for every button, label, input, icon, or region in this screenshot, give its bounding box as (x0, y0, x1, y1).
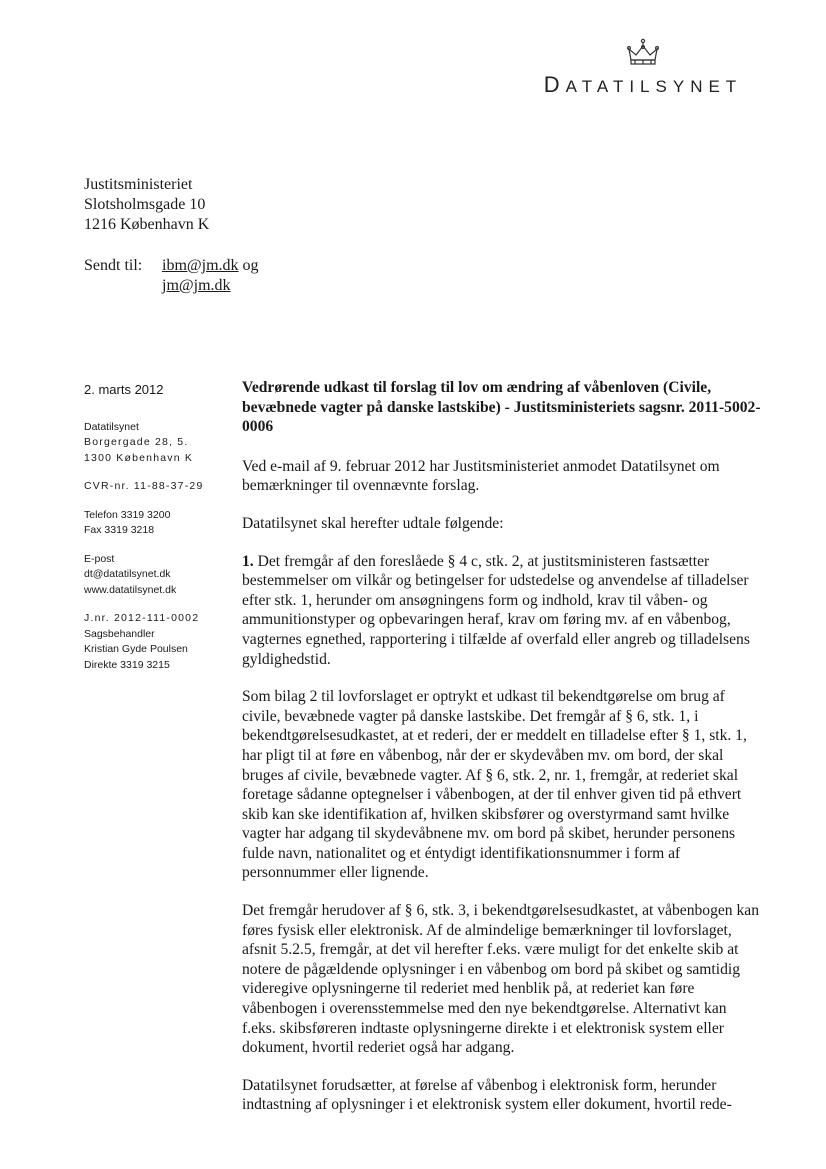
case-handler-direct: Direkte 3319 3215 (84, 658, 170, 671)
section-number: 1. (242, 552, 254, 570)
paragraph-6: Datatilsynet forudsætter, at førelse af våbenbog i elektronisk form, herunder indtastning af oplysninger i et elektronisk system eller dokument, hvortil rede- (242, 1076, 732, 1114)
logo-wordmark: DATATILSYNET (543, 72, 743, 97)
sent-to-joiner: og (238, 257, 259, 274)
sender-street: Borgergade 28, 5. (84, 436, 189, 448)
case-handler-label: Sagsbehandler (84, 627, 155, 640)
paragraph-1: Ved e-mail af 9. februar 2012 har Justitsministeriet anmodet Datatilsynet om bemærkninger til ovennævnte forslag. (242, 457, 720, 495)
case-handler-name: Kristian Gyde Poulsen (84, 643, 188, 655)
recipient-address (84, 175, 209, 235)
sender-sidebar (84, 382, 234, 686)
email-link-ibm[interactable]: ibm@jm.dk (162, 257, 239, 274)
recipient-street: Slotsholmsgade 10 (84, 196, 206, 213)
paragraph-2: Datatilsynet skal herefter udtale følgende: (242, 514, 504, 532)
sender-email-label: E-post (84, 552, 115, 565)
sender-web[interactable]: www.datatilsynet.dk (84, 583, 177, 596)
sender-fax: Fax 3319 3218 (84, 524, 155, 536)
sender-city: 1300 København K (84, 451, 194, 464)
paragraph-5: Det fremgår herudover af § 6, stk. 3, i bekendtgørelsesudkastet, at våbenbogen kan føres fysisk eller elektronisk. Af de almindelige bemærkninger til lovforslaget, afsnit 5.2.5, fremgår, at det vil herefter f.eks. være muligt for det enkelte skib at notere de pågældende oplysninger i en våbenbog om bord på skibet og samtidig videregive oplysningerne til rederiet med henblik på, at rederiet kan føre våbenbogen i overensstemmelse med den nye bekendtgørelse. Alternativt kan f.eks. skibsføreren indtaste oplysningerne direkte i et elektronisk system eller dokument, hvortil rederiet også har adgang. (242, 902, 760, 1057)
sent-to-label: Sendt til: (84, 257, 143, 274)
crown-icon (626, 38, 660, 68)
letterhead-logo (533, 38, 753, 98)
recipient-name: Justitsministeriet (84, 176, 193, 193)
case-number: J.nr. 2012-111-0002 (84, 612, 200, 624)
paragraph-3-text: Det fremgår af den foreslåede § 4 c, stk. 2, at justitsministeren fastsætter bestemmelser om vilkår og betingelser for udstedelse og anvendelse af tilladelser efter stk. 1, herunder om ansøgningens form og indhold, krav til våben- og ammunitionstyper og opbevaringen heraf, krav om føring mv. af en våbenbog, vagternes egnethed, rapportering i tilfælde af overfald eller angreb og tilladelsens gyldighedstid. (242, 552, 750, 668)
letter-title: Vedrørende udkast til forslag til lov om ændring af våbenloven (Civile, bevæbnede vagter på danske lastskibe) - Justitsministeriets sagsnr. 2011-5002-0006 (242, 379, 761, 436)
email-link-jm[interactable]: jm@jm.dk (162, 277, 231, 294)
paragraph-4: Som bilag 2 til lovforslaget er optrykt et udkast til bekendtgørelse om brug af civile, bevæbnede vagter på danske lastskibe. Det fremgår af § 6, stk. 1, i bekendtgørelsesudkastet, at et rederi, der er meddelt en tilladelse efter § 1, stk. 1, har pligt til at føre en våbenbog, når der er skydevåben mv. om bord, der skal bruges af civile, bevæbnede vagter. Af § 6, stk. 2, nr. 1, fremgår, at rederiet skal foretage sådanne optegnelser i våbenbogen, at der til enhver given tid på ethvert skib kan ske identifikation af, hvilken skibsfører og overstyrmand samt hvilke vagter har adgang til skydevåbnene mv. om bord på skibet, herunder personens fulde navn, nationalitet og et éntydigt identifikationsnummer i form af personnummer eller lignende. (242, 688, 747, 882)
paragraph-3 (242, 552, 762, 670)
sender-cvr: CVR-nr. 11-88-37-29 (84, 480, 204, 492)
recipient-city: 1216 København K (84, 216, 210, 233)
letter-date: 2. marts 2012 (84, 382, 164, 397)
sender-phone: Telefon 3319 3200 (84, 508, 171, 521)
sender-email[interactable]: dt@datatilsynet.dk (84, 568, 171, 580)
letter-body (242, 378, 762, 1133)
sent-to-block (84, 256, 259, 296)
sender-org: Datatilsynet (84, 420, 139, 433)
